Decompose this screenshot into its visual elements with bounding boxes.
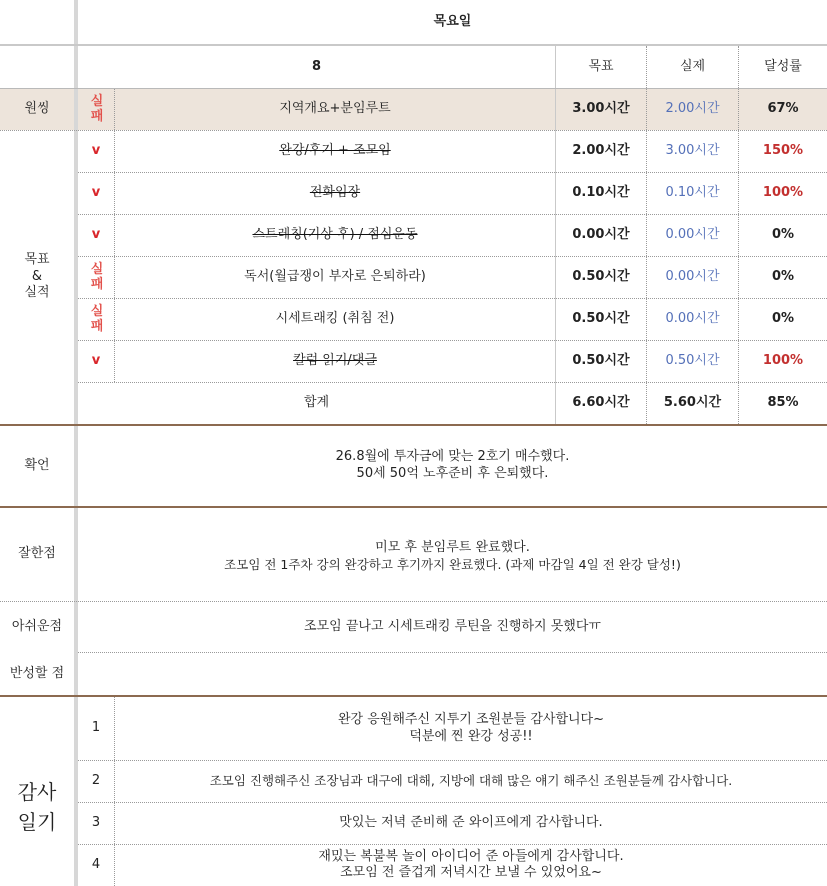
goal-row-rate: 0% xyxy=(771,268,795,284)
gratitude-label-line1: 감사 xyxy=(17,779,57,804)
gratitude-item-line1: 재밌는 복불복 놀이 아이디어 준 아들에게 감사합니다. xyxy=(318,849,624,865)
affirmation-line2: 50세 50억 노후준비 후 은퇴했다. xyxy=(356,466,549,481)
goal-row-actual: 0.00시간 xyxy=(665,310,720,326)
good-points-line1: 미모 후 분임루트 완료했다. xyxy=(375,539,530,555)
goal-row-goal: 0.00시간 xyxy=(572,226,630,242)
goal-row-goal: 2.00시간 xyxy=(572,142,630,158)
goal-row-actual: 0.10시간 xyxy=(665,184,720,200)
gratitude-item-text xyxy=(115,844,827,886)
goal-row-task: 완강/후기 + 조모임 xyxy=(279,142,391,158)
goal-row-task: 독서(월급쟁이 부자로 은퇴하라) xyxy=(244,268,426,284)
goals-section-label xyxy=(0,130,74,424)
winning-actual: 2.00시간 xyxy=(665,100,720,116)
gratitude-item-number: 1 xyxy=(91,720,101,736)
gratitude-item-text: 맛있는 저녁 준비해 준 와이프에게 감사합니다. xyxy=(339,814,603,830)
total-rate: 85% xyxy=(767,394,799,410)
goal-row-goal: 0.50시간 xyxy=(572,268,630,284)
gratitude-item-text: 조모임 진행해주신 조장님과 대구에 대해, 지방에 대해 많은 얘기 해주신 조원분들께 감사합니다. xyxy=(209,772,733,788)
goal-row-rate: 100% xyxy=(762,184,804,200)
goals-label-line1: 목표 xyxy=(24,251,50,267)
goal-row-status: v xyxy=(91,352,101,368)
day-title: 목요일 xyxy=(433,13,472,29)
good-points-label: 잘한점 xyxy=(18,546,56,562)
regret-text: 조모임 끝나고 시세트래킹 루틴을 진행하지 못했다ㅠ xyxy=(304,618,601,634)
goal-row-actual: 3.00시간 xyxy=(665,142,720,158)
good-points-text xyxy=(78,508,827,601)
goal-row-status: v xyxy=(91,142,101,158)
winning-label: 원씽 xyxy=(24,100,50,116)
gratitude-item-text xyxy=(115,697,827,760)
goals-label-line3: 실적 xyxy=(24,285,50,301)
goal-row-goal: 0.50시간 xyxy=(572,310,630,326)
goal-column-header: 목표 xyxy=(588,58,614,74)
affirmation-line1: 26.8월에 투자금에 맞는 2호기 매수했다. xyxy=(335,449,570,465)
goal-row-task: 칼럼 읽기/댓글 xyxy=(293,352,377,368)
goal-row-actual: 0.50시간 xyxy=(665,352,720,368)
goal-row-rate: 0% xyxy=(771,226,795,242)
goal-row-actual: 0.00시간 xyxy=(665,268,720,284)
goal-row-task: 스트레칭(기상 후) / 점심운동 xyxy=(252,226,418,242)
winning-rate: 67% xyxy=(767,100,799,116)
actual-column-header: 실제 xyxy=(679,58,706,74)
gratitude-item-line2: 덕분에 찐 완강 성공!! xyxy=(409,728,533,744)
goal-row-status: 실패 xyxy=(90,304,104,334)
goal-row-goal: 0.10시간 xyxy=(572,184,630,200)
goal-row-task: 전화임장 xyxy=(309,184,361,200)
regret-label: 아쉬운점 xyxy=(11,618,63,634)
date-label: 8 xyxy=(311,58,322,74)
goal-row-goal: 0.50시간 xyxy=(572,352,630,368)
affirmation-label: 확언 xyxy=(24,457,50,473)
gratitude-item-line1: 완강 응원해주신 지투기 조원분들 감사합니다~ xyxy=(337,711,605,727)
gratitude-item-line2: 조모임 전 즐겁게 저녁시간 보낼 수 있었어요~ xyxy=(340,865,602,880)
reflection-label: 반성할 점 xyxy=(9,665,65,681)
rate-column-header: 달성률 xyxy=(764,58,802,74)
total-label: 합계 xyxy=(303,394,330,410)
gratitude-item-number: 2 xyxy=(91,772,101,788)
goal-row-status: v xyxy=(91,184,101,200)
affirmation-text xyxy=(78,426,827,506)
goals-label-line2: & xyxy=(31,268,43,284)
goal-row-status: 실패 xyxy=(90,262,104,292)
winning-status: 실패 xyxy=(90,94,104,124)
winning-task: 지역개요+분임루트 xyxy=(279,100,391,116)
gratitude-label xyxy=(0,697,74,886)
total-actual: 5.60시간 xyxy=(663,394,722,410)
goal-row-rate: 0% xyxy=(771,310,795,326)
gratitude-item-number: 3 xyxy=(91,814,101,830)
winning-goal: 3.00시간 xyxy=(572,100,630,116)
reflection-text xyxy=(78,653,827,695)
goal-row-actual: 0.00시간 xyxy=(665,226,720,242)
gratitude-label-line2: 일기 xyxy=(17,809,57,834)
gratitude-item-number: 4 xyxy=(91,856,101,872)
goal-row-task: 시세트래킹 (취침 전) xyxy=(275,310,395,326)
good-points-line2: 조모임 전 1주차 강의 완강하고 후기까지 완료했다. (과제 마감일 4일 전 완강 달성!) xyxy=(224,556,681,572)
total-goal: 6.60시간 xyxy=(572,394,630,410)
goal-row-rate: 150% xyxy=(762,142,804,158)
goal-row-status: v xyxy=(91,226,101,242)
goal-row-rate: 100% xyxy=(762,352,804,368)
